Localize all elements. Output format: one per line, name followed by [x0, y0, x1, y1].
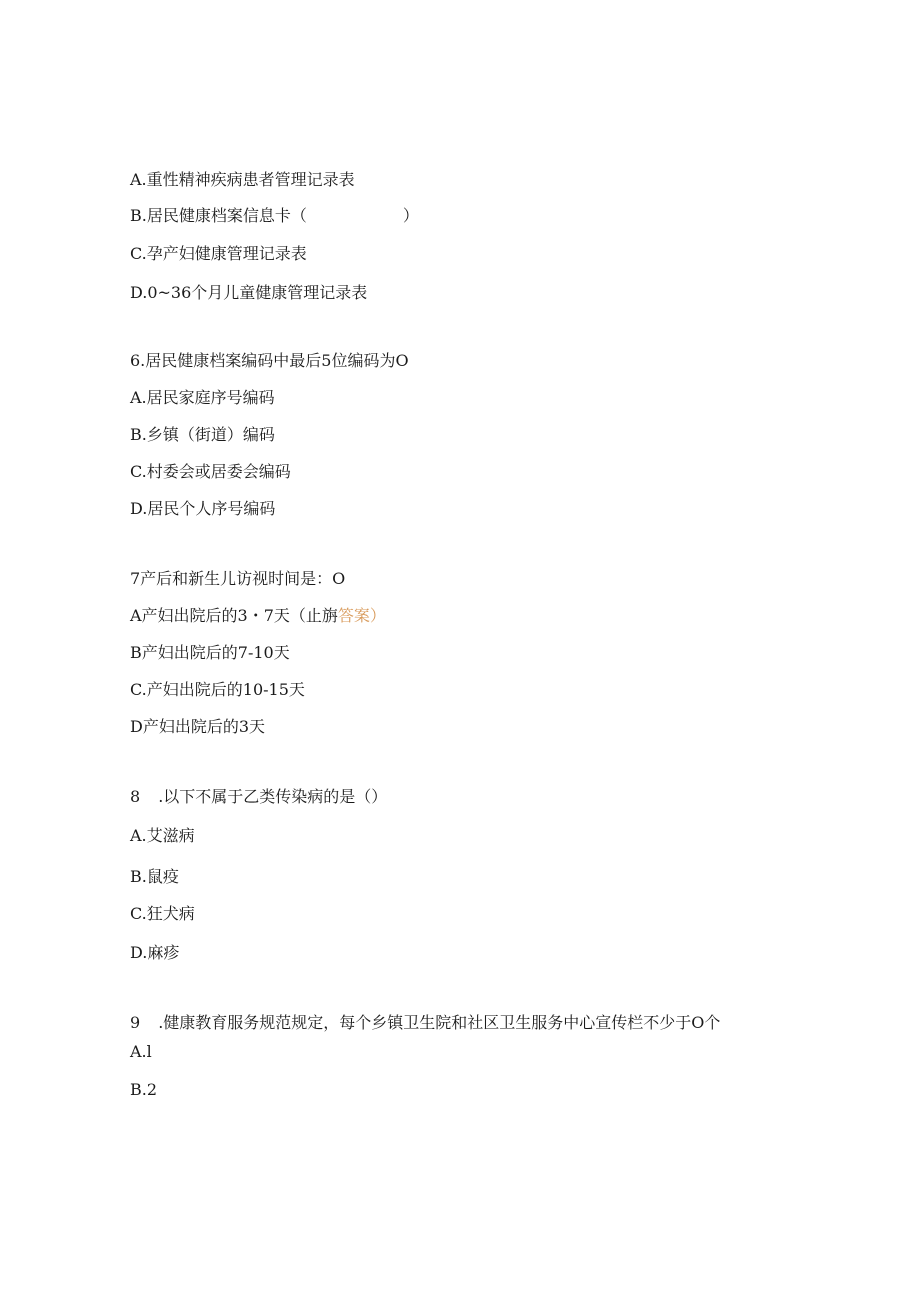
q7-option-a [130, 605, 386, 627]
q5-option-c: C.孕产妇健康管理记录表 [130, 244, 307, 263]
q7-option-d: D产妇出院后的3天 [130, 717, 266, 736]
q8-option-c: C.狂犬病 [130, 904, 195, 923]
q7-option-b: B产妇出院后的7-10天 [130, 643, 290, 662]
q7-option-c: C.产妇出院后的10-15天 [130, 680, 305, 699]
q5-option-d: D.0~36个月儿童健康管理记录表 [130, 283, 368, 302]
q7-option-a-text: A产妇出院后的3・7天（止旃 [130, 606, 338, 625]
q6-option-c: C.村委会或居委会编码 [130, 462, 291, 481]
q9-stem [130, 1012, 720, 1034]
q7-stem: 7产后和新生儿访视时间是：O [130, 569, 346, 588]
q5-option-b [130, 205, 419, 227]
q8-stem [130, 786, 387, 808]
q6-stem: 6.居民健康档案编码中最后5位编码为O [130, 351, 409, 370]
q8-number: 8 [130, 787, 141, 806]
q8-option-d: D.麻疹 [130, 943, 180, 962]
q5-option-a: A.重性精神疾病患者管理记录表 [130, 170, 355, 189]
q9-option-a: A.l [130, 1042, 152, 1061]
q9-option-b: B.2 [130, 1080, 158, 1099]
q7-option-a-answer-note: 答案） [337, 606, 386, 625]
q8-option-a: A.艾滋病 [130, 826, 195, 845]
q8-stem-text: .以下不属于乙类传染病的是（） [158, 787, 388, 806]
q5-option-b-text: B.居民健康档案信息卡（ [130, 206, 307, 225]
q9-stem-text: .健康教育服务规范规定，每个乡镇卫生院和社区卫生服务中心宣传栏不少于O个 [158, 1013, 721, 1032]
q8-option-b: B.鼠疫 [130, 867, 179, 886]
q6-option-b: B.乡镇（街道）编码 [130, 425, 275, 444]
q9-number: 9 [130, 1013, 141, 1032]
q5-option-b-close: ） [402, 206, 419, 225]
q6-option-a: A.居民家庭序号编码 [130, 388, 275, 407]
q6-option-d: D.居民个人序号编码 [130, 499, 276, 518]
